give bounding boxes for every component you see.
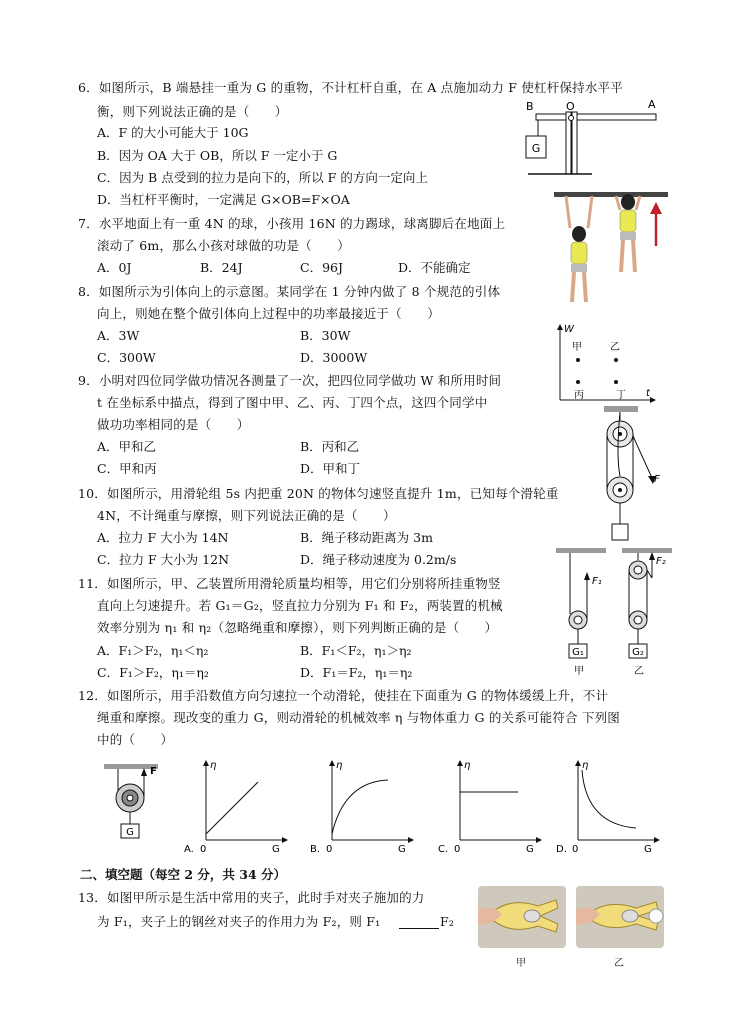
pulley-pair-figure (552, 548, 678, 680)
axis-w-label: W (564, 324, 574, 335)
graph-origin-label: 0 (326, 844, 333, 855)
graph-origin-label: 0 (454, 844, 461, 855)
q7-option-a: A．0J (97, 260, 132, 275)
q7-stem-line1: 7．水平地面上有一重 4N 的球，小孩用 16N 的力踢球，球离脚后在地面上 (78, 216, 506, 231)
q11-option-b: B．F₁＜F₂，η₁＞η₂ (300, 643, 412, 658)
pull-up-figure (540, 190, 670, 308)
point-yi-label: 乙 (610, 342, 620, 353)
graph-option-letter: A. (184, 844, 194, 855)
q9-option-d: D．甲和丁 (300, 461, 361, 476)
q7-option-d: D．不能确定 (398, 260, 471, 275)
lever-g-label: G (531, 142, 541, 155)
q6-option-c: C．因为 B 点受到的拉力是向下的，所以 F 的方向一定向上 (97, 170, 428, 185)
graph-option-letter: B. (310, 844, 321, 855)
graph-option-letter: D. (556, 844, 567, 855)
graph-g-label: G (644, 844, 652, 855)
q12-stem-line2: 绳重和摩擦。现改变的重力 G，则动滑轮的机械效率 η 与物体重力 G 的关系可能符合 下列图 (97, 710, 621, 725)
eta-g-graph-c (430, 758, 540, 858)
graph-option-letter: C. (438, 844, 449, 855)
q8-option-d: D．3000W (300, 350, 368, 365)
clip-caption-jia: 甲 (516, 958, 526, 969)
q7-option-b: B．24J (200, 260, 243, 275)
point-jia (576, 358, 580, 362)
q6-option-b: B．因为 OA 大于 OB，所以 F 一定小于 G (97, 148, 338, 163)
movable-g-label: G (126, 827, 134, 838)
fig-f2-label: F₂ (656, 556, 666, 567)
clip-caption-yi: 乙 (614, 958, 624, 969)
clip-photo-yi (576, 886, 664, 948)
q9-stem-line2: t 在坐标系中描点，得到了图中甲、乙、丙、丁四个点，这四个同学中 (97, 395, 488, 410)
q12-stem-line3: 中的（ ） (97, 732, 174, 747)
graph-eta-label: η (336, 760, 343, 771)
graph-origin-label: 0 (572, 844, 579, 855)
point-jia-label: 甲 (572, 342, 582, 353)
q10-option-c: C．拉力 F 大小为 12N (97, 552, 230, 567)
graph-eta-label: η (464, 760, 471, 771)
graph-g-label: G (398, 844, 406, 855)
q11-option-a: A．F₁＞F₂，η₁＜η₂ (97, 643, 209, 658)
q8-option-b: B．30W (300, 328, 351, 343)
graph-origin-label: 0 (200, 844, 207, 855)
graph-eta-label: η (210, 760, 217, 771)
q9-option-a: A．甲和乙 (97, 439, 157, 454)
q8-option-c: C．300W (97, 350, 156, 365)
point-ding-label: 丁 (616, 390, 626, 401)
eta-g-graph-b (302, 758, 412, 858)
q6-stem-line1: 6．如图所示，B 端悬挂一重为 G 的重物，不计杠杆自重，在 A 点施加动力 F 使杠杆保持水平平 (78, 80, 623, 95)
q10-stem-line1: 10．如图所示，用滑轮组 5s 内把重 20N 的物体匀速竖直提升 1m，已知每个滑轮重 (78, 486, 559, 501)
movable-f-label: F (150, 766, 157, 777)
q11-stem-line3: 效率分别为 η₁ 和 η₂（忽略绳重和摩擦），则下列判断正确的是（ ） (97, 620, 498, 635)
q8-stem-line2: 向上，则她在整个做引体向上过程中的功率最接近于（ ） (97, 306, 440, 321)
q7-option-c: C．96J (300, 260, 343, 275)
q6-stem-line2: 衡，则下列说法正确的是（ ） (97, 104, 288, 119)
q9-option-b: B．丙和乙 (300, 439, 360, 454)
q12-stem-line1: 12．如图所示，用手沿数值方向匀速拉一个动滑轮，使挂在下面重为 G 的物体缓缓上升，不计 (78, 688, 609, 703)
lever-a-label: A (648, 98, 656, 111)
point-ding (614, 380, 618, 384)
q6-option-a: A．F 的大小可能大于 10G (97, 125, 249, 140)
lever-o-label: O (566, 100, 575, 113)
point-bing (576, 380, 580, 384)
q11-option-d: D．F₁＝F₂，η₁＝η₂ (300, 665, 413, 680)
q9-stem-line1: 9．小明对四位同学做功情况各测量了一次，把四位同学做功 W 和所用时间 (78, 373, 502, 388)
fig-jia-label: 甲 (574, 666, 584, 677)
eta-g-graph-a (176, 758, 286, 858)
point-yi (614, 358, 618, 362)
graph-g-label: G (526, 844, 534, 855)
q11-option-c: C．F₁＞F₂，η₁＝η₂ (97, 665, 209, 680)
q8-stem-line1: 8．如图所示为引体向上的示意图。某同学在 1 分钟内做了 8 个规范的引体 (78, 284, 501, 299)
q9-stem-line3: 做功功率相同的是（ ） (97, 417, 250, 432)
q7-stem-line2: 滚动了 6m，那么小孩对球做的功是（ ） (97, 238, 350, 253)
section-fill-in-title: 二、填空题（每空 2 分，共 34 分） (80, 867, 287, 882)
q10-option-b: B．绳子移动距离为 3m (300, 530, 433, 545)
w-t-graph (548, 322, 658, 402)
q9-option-c: C．甲和丙 (97, 461, 157, 476)
q13-stem-line2b: F₂ (440, 914, 455, 929)
fig-yi-label: 乙 (634, 666, 644, 677)
q13-stem-line1: 13．如图甲所示是生活中常用的夹子，此时手对夹子施加的力 (78, 890, 425, 905)
q11-stem-line1: 11．如图所示，甲、乙装置所用滑轮质量均相等，用它们分别将所挂重物竖 (78, 576, 501, 591)
q13-stem-line2a: 为 F₁，夹子上的钢丝对夹子的作用力为 F₂，则 F₁ (97, 914, 381, 929)
q10-stem-line2: 4N，不计绳重与摩擦，则下列说法正确的是（ ） (97, 508, 396, 523)
graph-g-label: G (272, 844, 280, 855)
q10-option-a: A．拉力 F 大小为 14N (97, 530, 229, 545)
pulley-block-figure (596, 406, 666, 546)
graph-eta-label: η (582, 760, 589, 771)
lever-b-label: B (526, 100, 534, 113)
q11-stem-line2: 直向上匀速提升。若 G₁＝G₂，竖直拉力分别为 F₁ 和 F₂，两装置的机械 (97, 598, 503, 613)
lever-figure (512, 96, 662, 176)
fig-f1-label: F₁ (592, 576, 602, 587)
point-bing-label: 丙 (574, 390, 584, 401)
fig-g2-label: G₂ (632, 647, 644, 658)
eta-g-graph-d (548, 758, 658, 858)
q10-option-d: D．绳子移动速度为 0.2m/s (300, 552, 457, 567)
q13-answer-blank[interactable] (399, 928, 439, 929)
clip-photo-jia (478, 886, 566, 948)
q6-option-d: D．当杠杆平衡时，一定满足 G×OB=F×OA (97, 192, 350, 207)
axis-t-label: t (646, 388, 650, 399)
pulley-f-label: F (654, 474, 660, 485)
movable-pulley-figure (104, 764, 174, 844)
q8-option-a: A．3W (97, 328, 140, 343)
fig-g1-label: G₁ (572, 647, 584, 658)
